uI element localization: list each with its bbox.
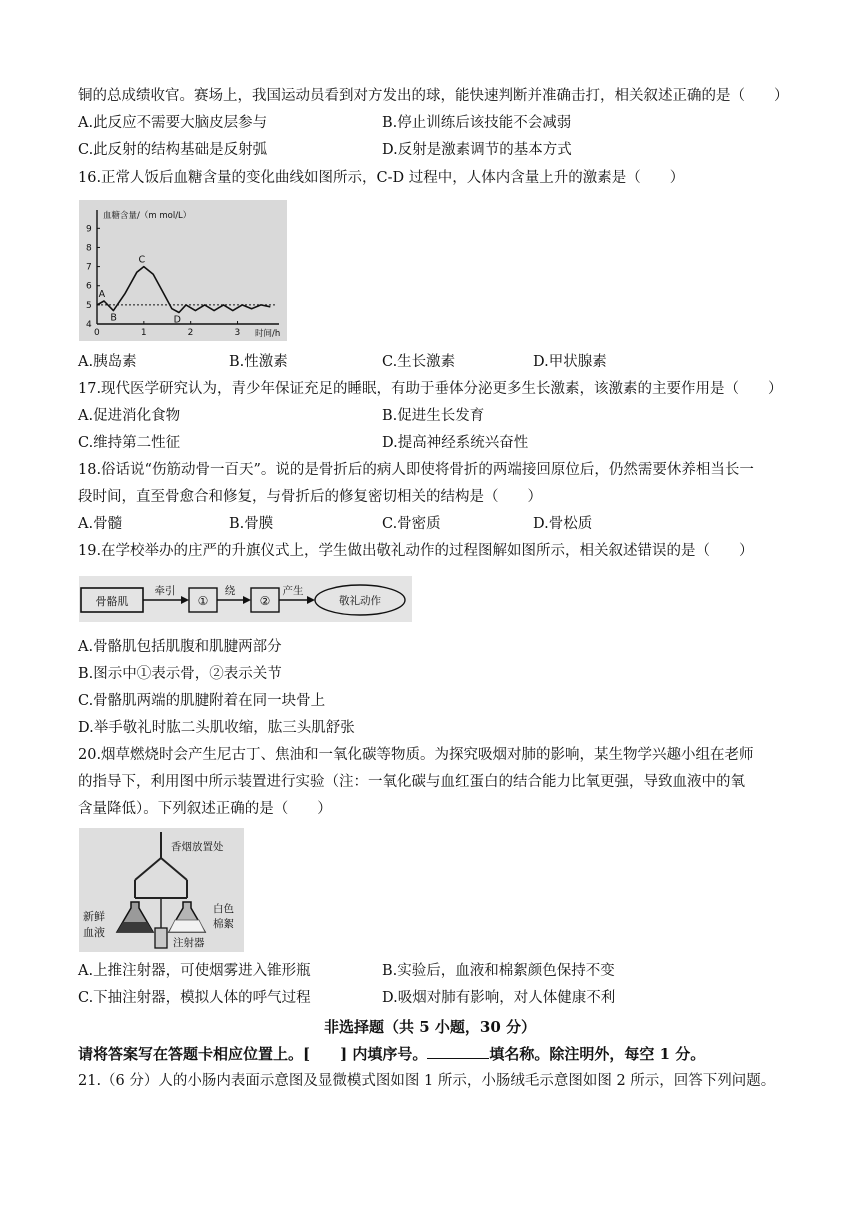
fresh-blood-label-1: 新鲜 [83,910,105,923]
q15-option-d: D.反射是激素调节的基本方式 [382,142,572,158]
x-tick-label: 2 [187,328,194,338]
q15-option-a: A.此反应不需要大脑皮层参与 [78,115,268,131]
arrow-1-label: 牵引 [154,585,176,597]
box-1-label: ① [197,594,209,608]
chart-ylabel: 血糖含量/（m mol/L） [103,211,192,221]
q20-stem-line3: 含量降低）。下列叙述正确的是（ ） [78,801,332,817]
q15-continuation: 铜的总成绩收官。赛场上，我国运动员看到对方发出的球，能快速判断并准确击打，相关叙述正确的是（ ） [78,88,789,104]
q21-stem: 21.（6 分）人的小肠内表面示意图及显微模式图如图 1 所示，小肠绒毛示意图如图 2 所示，回答下列问题。 [78,1073,776,1089]
cotton-wool [169,920,205,932]
q19-option-a: A.骨骼肌包括肌腹和肌腱两部分 [78,639,282,655]
q19-option-b: B.图示中①表示骨，②表示关节 [78,666,282,682]
salute-process-diagram [79,576,412,622]
q18-option-b: B.骨膜 [229,516,274,532]
point-label-b: B [110,312,117,324]
arrow-2-head [243,596,251,604]
instructions-part-b: 填名称。除注明外，每空 1 分。 [489,1045,706,1063]
q17-option-a: A.促进消化食物 [78,408,181,424]
fresh-blood-label-2: 血液 [83,926,105,939]
y-tick-label: 6 [86,281,92,292]
y-tick-label: 4 [86,320,92,330]
blood-sugar-chart [79,200,287,341]
q16-option-c: C.生长激素 [382,354,456,370]
blood-sugar-curve [97,267,270,313]
cigarette-label: 香烟放置处 [171,841,224,853]
split-tubes [135,858,187,880]
x-tick-label: 3 [234,328,241,338]
answer-blank-sample [427,1044,489,1059]
q19-stem: 19.在学校举办的庄严的升旗仪式上，学生做出敬礼动作的过程图解如图所示，相关叙述错误的是（ ） [78,543,754,559]
point-label-c: C [138,254,146,266]
salute-action-label: 敬礼动作 [339,595,381,607]
y-tick-label: 8 [86,243,92,254]
arrow-2-label: 绕 [224,585,236,597]
y-tick-label: 9 [86,224,92,235]
point-label-a: A [98,289,106,301]
q20-option-b: B.实验后，血液和棉絮颜色保持不变 [382,963,615,979]
instructions-part-a: 请将答案写在答题卡相应位置上。[ ] 内填序号。 [78,1045,428,1063]
arrow-3-head [307,596,315,604]
blood-sugar-chart-svg [79,200,287,341]
q18-option-c: C.骨密质 [382,516,441,532]
cotton-label-2: 棉絮 [213,918,234,930]
q16-stem: 16.正常人饭后血糖含量的变化曲线如图所示，C-D 过程中，人体内含量上升的激素是（ ） [78,170,685,186]
x-tick-label: 0 [94,328,100,338]
x-tick-label: 1 [140,328,147,338]
arrow-1-head [181,596,189,604]
syringe-label: 注射器 [173,937,205,949]
section-title: 非选择题（共 5 小题，30 分） [324,1018,536,1036]
salute-process-svg [79,576,412,622]
y-tick-label: 7 [86,262,92,273]
q16-option-b: B.性激素 [229,354,288,370]
q16-option-a: A.胰岛素 [78,354,137,370]
q18-option-a: A.骨髓 [78,516,123,532]
arrow-3-label: 产生 [282,585,304,597]
q20-option-c: C.下抽注射器，模拟人体的呼气过程 [78,990,311,1006]
q18-stem-line2: 段时间，直至骨愈合和修复，与骨折后的修复密切相关的结构是（ ） [78,489,542,505]
q19-option-c: C.骨骼肌两端的肌腱附着在同一块骨上 [78,693,326,709]
q17-option-d: D.提高神经系统兴奋性 [382,435,529,451]
q20-stem-line2: 的指导下，利用图中所示装置进行实验（注：一氧化碳与血红蛋白的结合能力比氧更强，导致血液中的氧 [78,774,745,790]
box-2-label: ② [259,594,271,608]
smoking-experiment-figure [79,828,244,952]
cotton-label-1: 白色 [213,903,234,915]
skeletal-muscle-label: 骨骼肌 [95,595,129,608]
point-label-d: D [173,314,181,326]
q20-option-a: A.上推注射器，可使烟雾进入锥形瓶 [78,963,311,979]
section-instructions [78,1044,705,1064]
q19-option-d: D.举手敬礼时肱二头肌收缩，肱三头肌舒张 [78,720,355,736]
q15-option-c: C.此反射的结构基础是反射弧 [78,142,268,158]
q17-option-b: B.促进生长发育 [382,408,485,424]
chart-xlabel: 时间/h [255,329,281,339]
blood-liquid [117,922,153,932]
q20-stem-line1: 20.烟草燃烧时会产生尼古丁、焦油和一氧化碳等物质。为探究吸烟对肺的影响，某生物学兴趣小组在老师 [78,747,754,763]
q17-option-c: C.维持第二性征 [78,435,181,451]
q16-option-d: D.甲状腺素 [533,354,607,370]
smoking-experiment-svg [79,828,244,952]
q18-stem-line1: 18.俗话说“伤筋动骨一百天”。说的是骨折后的病人即使将骨折的两端接回原位后，仍然需要休养相当长一 [78,462,754,478]
q17-stem: 17.现代医学研究认为，青少年保证充足的睡眠，有助于垂体分泌更多生长激素，该激素的主要作用是（ ） [78,381,783,397]
syringe-shape [155,928,167,948]
q18-option-d: D.骨松质 [533,516,593,532]
q15-option-b: B.停止训练后该技能不会减弱 [382,115,572,131]
q20-option-d: D.吸烟对肺有影响，对人体健康不利 [382,990,616,1006]
y-tick-label: 5 [86,300,92,311]
